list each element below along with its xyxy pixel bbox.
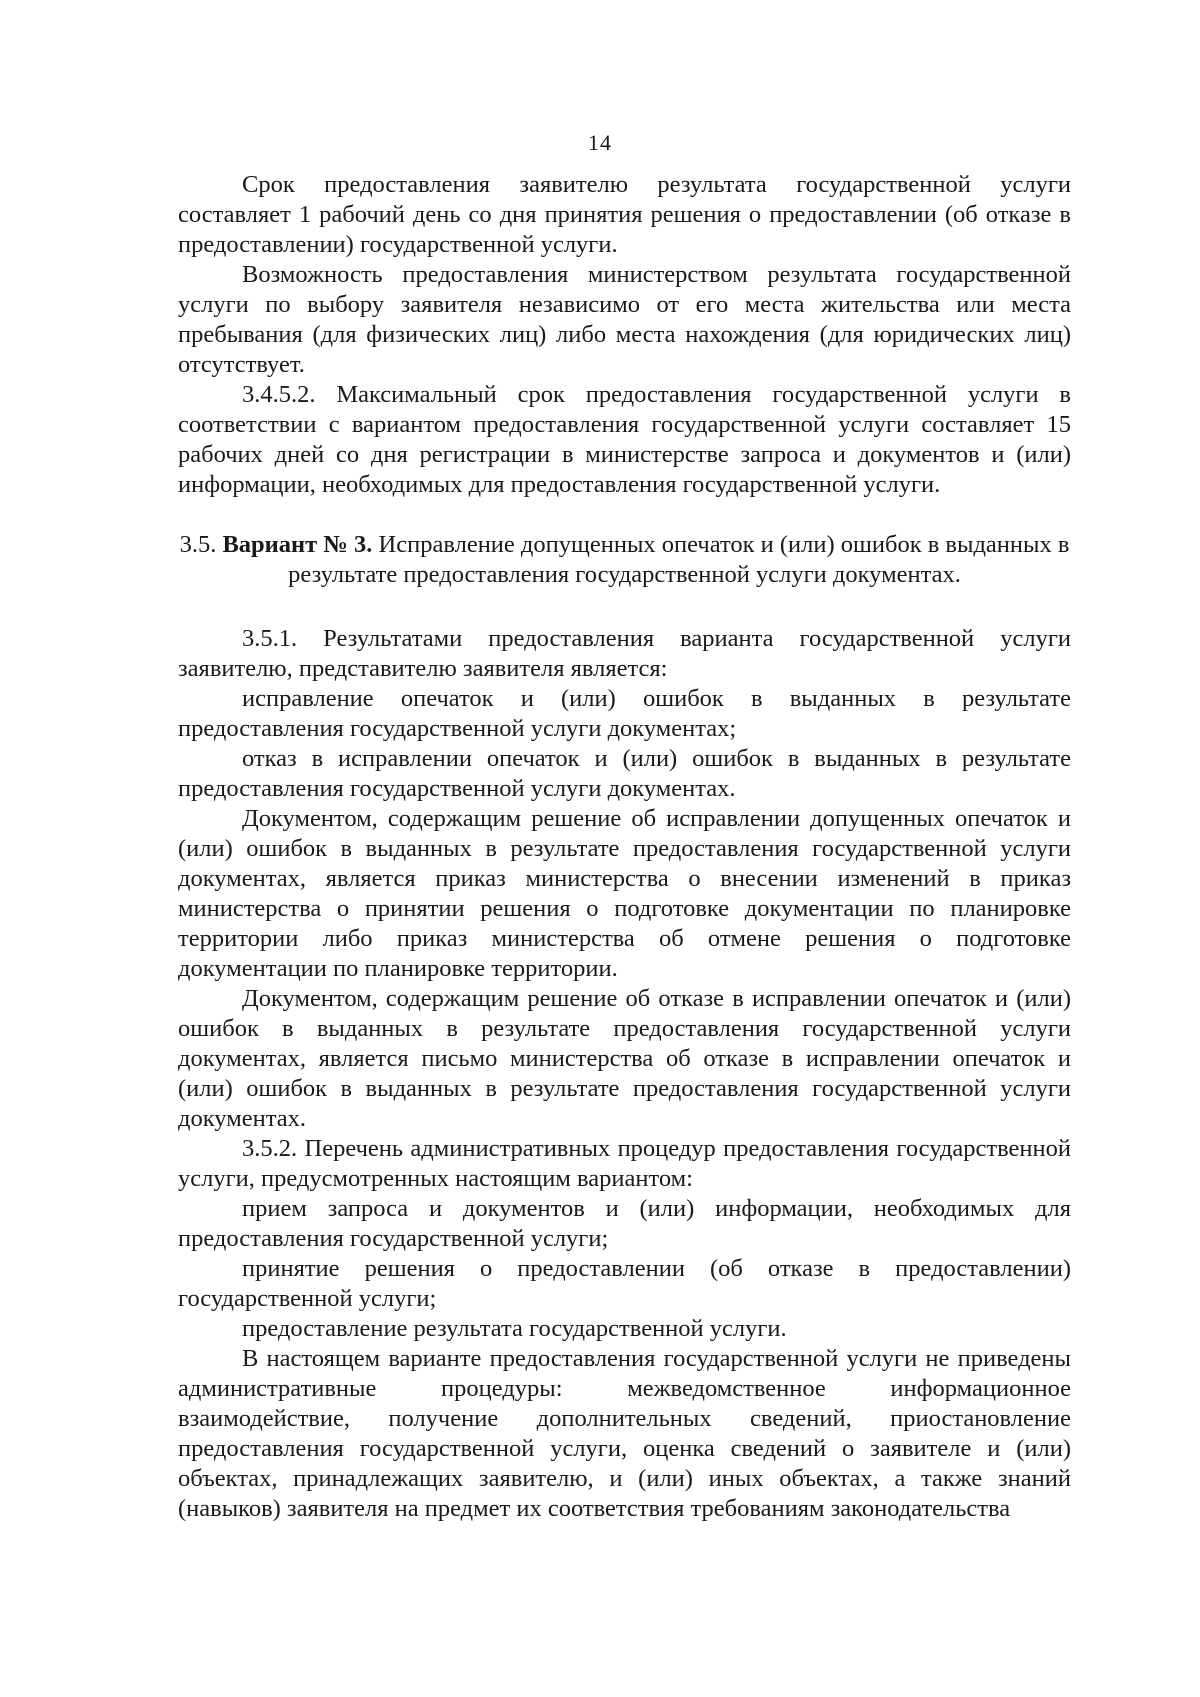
paragraph: В настоящем варианте предоставления государственной услуги не приведены административные процедуры: межведомственное информационное взаимодействие, получение дополнительных сведений, приостановление предоставления государственной услуги, оценка сведений о заявителе и (или) объектах, принадлежащих заявителю, и (или) иных объектах, а также знаний (навыков) заявителя на предмет их соответствия требованиям законодательства xyxy=(178,1345,1071,1522)
paragraph: Срок предоставления заявителю результата государственной услуги составляет 1 рабочий день со дня принятия решения о предоставлении (об отказе в предоставлении) государственной услуги. xyxy=(178,171,1071,258)
section-title: Исправление допущенных опечаток и (или) ошибок в выданных в результате предоставления государственной услуги документах. xyxy=(288,531,1070,588)
section-heading xyxy=(178,530,1071,590)
paragraph: исправление опечаток и (или) ошибок в выданных в результате предоставления государственной услуги документах; xyxy=(178,685,1071,742)
paragraph: Возможность предоставления министерством результата государственной услуги по выбору заявителя независимо от его места жительства или места пребывания (для физических лиц) либо места нахождения (для юридических лиц) отсутствует. xyxy=(178,261,1071,378)
document-body xyxy=(178,170,1071,1524)
paragraph: предоставление результата государственной услуги. xyxy=(242,1315,787,1342)
paragraph: 3.4.5.2. Максимальный срок предоставления государственной услуги в соответствии с вариантом предоставления государственной услуги составляет 15 рабочих дней со дня регистрации в министерстве запроса и документов и (или) информации, необходимых для предоставления государственной услуги. xyxy=(178,381,1071,498)
paragraph: 3.5.1. Результатами предоставления варианта государственной услуги заявителю, представителю заявителя является: xyxy=(178,625,1071,682)
paragraph: принятие решения о предоставлении (об отказе в предоставлении) государственной услуги; xyxy=(178,1255,1071,1312)
page-number: 14 xyxy=(588,130,612,155)
paragraph: отказ в исправлении опечаток и (или) ошибок в выданных в результате предоставления государственной услуги документах. xyxy=(178,745,1071,802)
paragraph: прием запроса и документов и (или) информации, необходимых для предоставления государственной услуги; xyxy=(178,1195,1071,1252)
section-variant-label: Вариант № 3. xyxy=(222,531,373,558)
paragraph: Документом, содержащим решение об отказе в исправлении опечаток и (или) ошибок в выданных в результате предоставления государственной услуги документах, является письмо министерства об отказе в исправлении опечаток и (или) ошибок в выданных в результате предоставления государственной услуги документах. xyxy=(178,985,1071,1132)
paragraph: Документом, содержащим решение об исправлении допущенных опечаток и (или) ошибок в выданных в результате предоставления государственной услуги документах, является приказ министерства о внесении изменений в приказ министерства о принятии решения о подготовке документации по планировке территории либо приказ министерства об отмене решения о подготовке документации по планировке территории. xyxy=(178,805,1071,982)
paragraph: 3.5.2. Перечень административных процедур предоставления государственной услуги, предусмотренных настоящим вариантом: xyxy=(178,1135,1071,1192)
section-number: 3.5. xyxy=(179,531,217,558)
